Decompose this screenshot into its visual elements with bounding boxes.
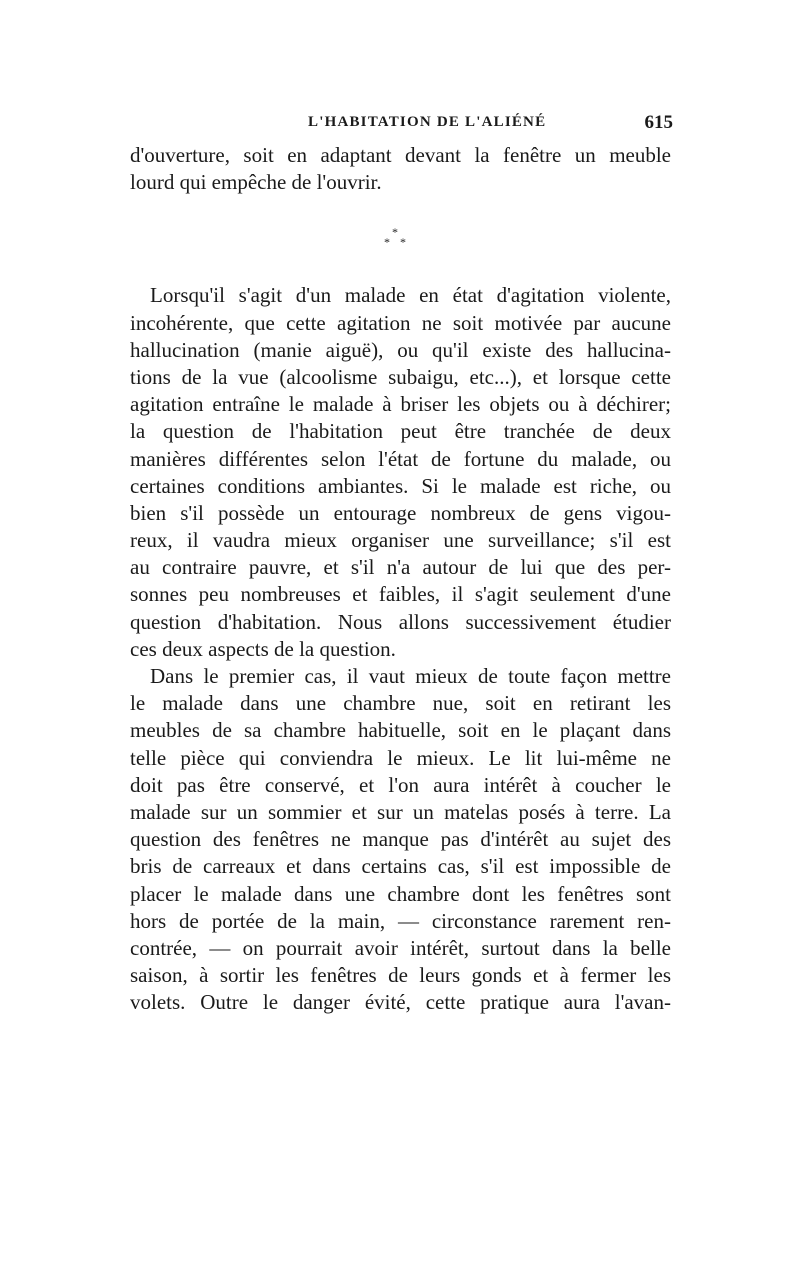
text-line: incohérente, que cette agitation ne soit motivée par aucune xyxy=(130,310,671,335)
text-line: meubles de sa chambre habituelle, soit en le plaçant dans xyxy=(130,718,671,743)
asterism-star-right: * xyxy=(400,235,406,250)
page-number: 615 xyxy=(644,112,673,133)
text-line: d'ouverture, soit en adaptant devant la fenêtre un meuble xyxy=(130,143,671,167)
text-line: question d'habitation. Nous allons successivement étudier xyxy=(130,609,671,634)
text-line: bien s'il possède un entourage nombreux de gens vigou- xyxy=(130,500,671,525)
section-asterism xyxy=(130,196,671,282)
text-line: saison, à sortir les fenêtres de leurs gonds et à fermer les xyxy=(130,963,671,988)
book-page xyxy=(130,112,671,1016)
text-line: au contraire pauvre, et s'il n'a autour de lui que des per- xyxy=(130,555,671,580)
text-line: manières différentes selon l'état de fortune du malade, ou xyxy=(130,446,671,471)
text-line: tions de la vue (alcoolisme subaigu, etc...), et lorsque cette xyxy=(130,364,671,389)
text-line: placer le malade dans une chambre dont les fenêtres sont xyxy=(130,881,671,906)
text-line: certaines conditions ambiantes. Si le malade est riche, ou xyxy=(130,473,671,498)
text-line: bris de carreaux et dans certains cas, s'il est impossible de xyxy=(130,854,671,879)
text-line: malade sur un sommier et sur un matelas posés à terre. La xyxy=(130,799,671,824)
paragraph-2 xyxy=(130,282,671,663)
text-line: Lorsqu'il s'agit d'un malade en état d'agitation violente, xyxy=(150,283,671,308)
text-line: la question de l'habitation peut être tranchée de deux xyxy=(130,419,671,444)
paragraph-1 xyxy=(130,142,671,196)
text-line: contrée, — on pourrait avoir intérêt, surtout dans la belle xyxy=(130,935,671,960)
running-title: L'HABITATION DE L'ALIÉNÉ xyxy=(308,114,547,130)
text-line: Dans le premier cas, il vaut mieux de toute façon mettre xyxy=(150,664,671,688)
text-line: agitation entraîne le malade à briser les objets ou à déchirer; xyxy=(130,392,671,417)
text-line: volets. Outre le danger évité, cette pratique aura l'avan- xyxy=(130,990,671,1015)
text-line: reux, il vaudra mieux organiser une surveillance; s'il est xyxy=(130,528,671,553)
text-line: hallucination (manie aiguë), ou qu'il existe des hallucina- xyxy=(130,337,671,362)
running-head xyxy=(130,112,671,142)
text-line: lourd qui empêche de l'ouvrir. xyxy=(130,170,382,195)
text-line: le malade dans une chambre nue, soit en retirant les xyxy=(130,691,671,716)
text-line: doit pas être conservé, et l'on aura intérêt à coucher le xyxy=(130,772,671,797)
asterism-star-left: * xyxy=(384,235,390,250)
paragraph-3 xyxy=(130,663,671,1016)
text-line: ces deux aspects de la question. xyxy=(130,636,396,661)
text-line: sonnes peu nombreuses et faibles, il s'agit seulement d'une xyxy=(130,582,671,607)
text-line: question des fenêtres ne manque pas d'intérêt au sujet des xyxy=(130,827,671,852)
text-line: hors de portée de la main, — circonstance rarement ren- xyxy=(130,908,671,933)
asterism-star-top: * xyxy=(392,225,398,240)
text-line: telle pièce qui conviendra le mieux. Le lit lui-même ne xyxy=(130,745,671,770)
